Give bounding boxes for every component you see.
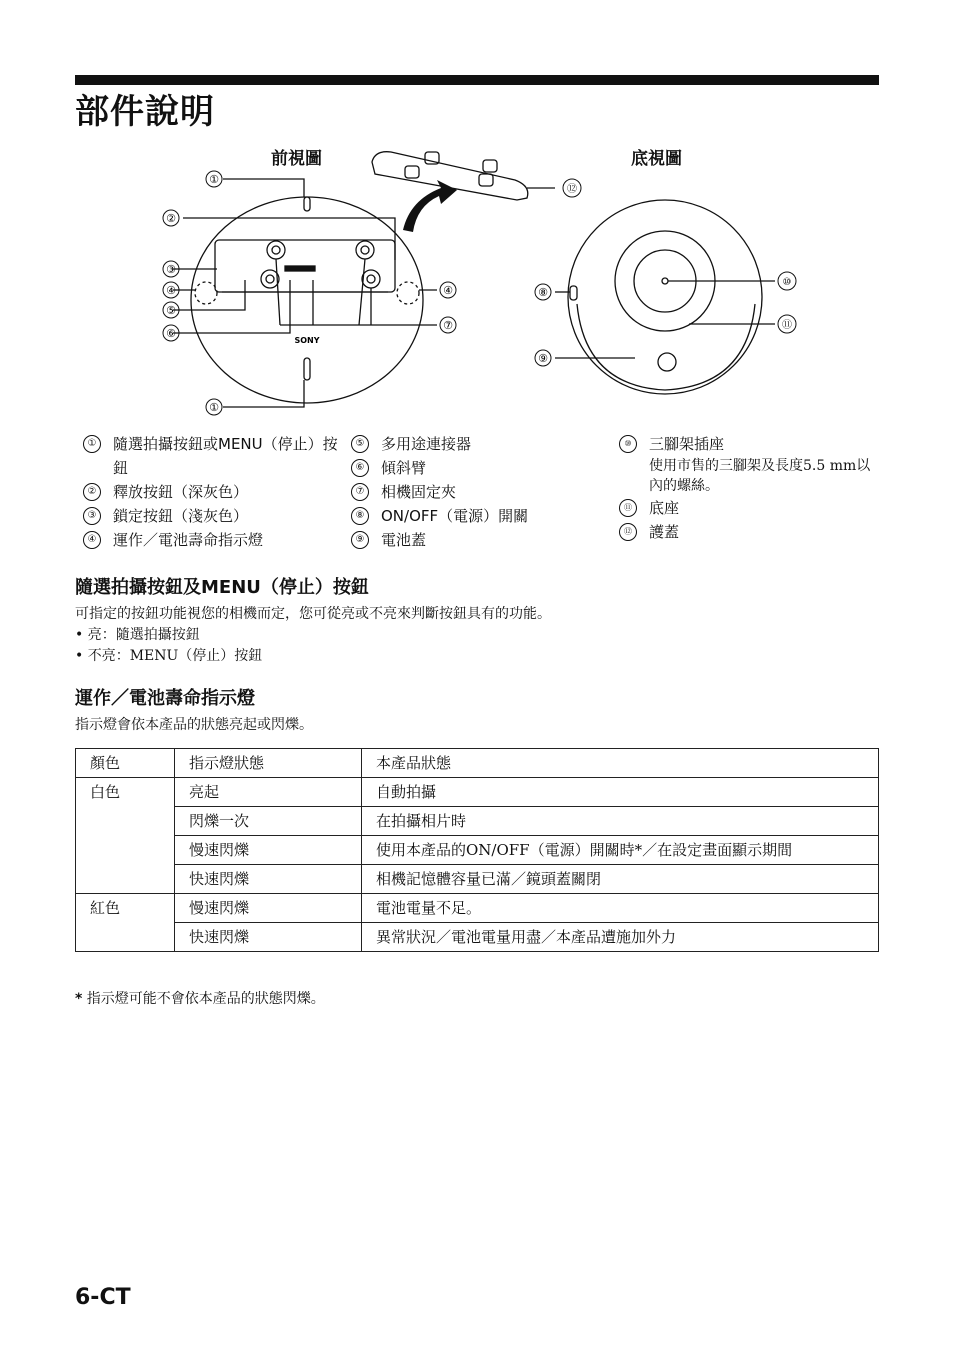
battery-latch — [658, 353, 676, 371]
callout-column-1 — [75, 432, 340, 552]
callout-item: ⑫ 護蓋 — [611, 520, 879, 544]
table-cell: 異常狀況／電池電量用盡／本產品遭施加外力 — [362, 923, 879, 952]
callout-item: ⑤ 多用途連接器 — [343, 432, 608, 456]
table-cell: 亮起 — [175, 778, 362, 807]
callout-item: ⑧ ON/OFF（電源）開關 — [343, 504, 608, 528]
table-cell: 閃爍一次 — [175, 807, 362, 836]
parts-figure — [75, 140, 879, 425]
table-cell: 慢速閃爍 — [175, 836, 362, 865]
callout-item: ③ 鎖定按鈕（淺灰色） — [75, 504, 340, 528]
clip-knob — [356, 241, 374, 259]
section-heading-button: 隨選拍攝按鈕及MENU（停止）按鈕 — [75, 577, 369, 598]
indicator-left — [195, 282, 217, 304]
svg-text:⑨: ⑨ — [538, 352, 548, 365]
callout-item: ⑦ 相機固定夾 — [343, 480, 608, 504]
svg-text:③: ③ — [166, 263, 176, 276]
table-cell: 自動拍攝 — [362, 778, 879, 807]
brand-logo: SONY — [294, 336, 320, 345]
callout-item: ⑪ 底座 — [611, 496, 879, 520]
callout-column-2 — [343, 432, 608, 552]
indicator-table — [75, 748, 879, 952]
table-cell: 快速閃爍 — [175, 923, 362, 952]
svg-text:⑫: ⑫ — [567, 184, 577, 195]
bullet-item: • 亮：隨選拍攝按鈕 — [75, 627, 200, 643]
tripod-note: 使用市售的三腳架及長度5.5 mm以內的螺絲。 — [649, 458, 871, 494]
bottom-button — [304, 358, 310, 380]
table-row — [76, 894, 879, 923]
bullet-item: • 不亮：MENU（停止）按鈕 — [75, 648, 263, 664]
callout-item: ④ 運作／電池壽命指示燈 — [75, 528, 340, 552]
table-row — [76, 807, 879, 836]
svg-text:④: ④ — [166, 284, 176, 297]
section-body: 指示燈會依本產品的狀態亮起或閃爍。 — [75, 717, 313, 733]
callout-item: ⑨ 電池蓋 — [343, 528, 608, 552]
arrow-icon — [403, 180, 457, 232]
callout-item: ⑥ 傾斜臂 — [343, 456, 608, 480]
table-header-row — [76, 749, 879, 778]
table-cell: 電池電量不足。 — [362, 894, 879, 923]
clip-knob — [362, 270, 380, 288]
svg-text:⑪: ⑪ — [782, 320, 792, 331]
svg-text:②: ② — [166, 212, 176, 225]
indicator-right — [397, 282, 419, 304]
footnote: * 指示燈可能不會依本產品的狀態閃爍。 — [75, 991, 325, 1007]
section-heading-indicator: 運作／電池壽命指示燈 — [75, 688, 255, 709]
svg-text:⑧: ⑧ — [538, 286, 548, 299]
callout-item: ⑩ 三腳架插座 使用市售的三腳架及長度5.5 mm以內的螺絲。 — [611, 432, 879, 496]
svg-text:⑦: ⑦ — [443, 319, 453, 332]
table-cell-color: 紅色 — [76, 894, 175, 952]
svg-text:①: ① — [209, 173, 219, 186]
table-header: 顏色 — [76, 749, 175, 778]
front-body — [191, 197, 423, 403]
callout-column-3 — [611, 432, 879, 544]
bottom-view-caption: 底視圖 — [631, 149, 682, 169]
callout-item: ② 釋放按鈕（深灰色） — [75, 480, 340, 504]
table-cell-color: 白色 — [76, 778, 175, 894]
clip-knob — [267, 241, 285, 259]
section-body: 可指定的按鈕功能視您的相機而定，您可從亮或不亮來判斷按鈕具有的功能。 • 亮：隨選拍攝按鈕 • 不亮：MENU（停止）按鈕 — [75, 604, 551, 667]
table-header: 本產品狀態 — [362, 749, 879, 778]
page-title: 部件說明 — [75, 92, 215, 132]
svg-text:④: ④ — [443, 284, 453, 297]
table-header: 指示燈狀態 — [175, 749, 362, 778]
parts-diagram — [75, 140, 879, 425]
svg-text:⑩: ⑩ — [782, 277, 792, 288]
svg-text:⑤: ⑤ — [166, 304, 176, 317]
callout-item: ① 隨選拍攝按鈕或MENU（停止）按鈕 — [75, 432, 340, 480]
table-cell: 使用本產品的ON/OFF（電源）開關時*／在設定畫面顯示期間 — [362, 836, 879, 865]
table-row — [76, 923, 879, 952]
power-switch — [570, 286, 577, 300]
table-row — [76, 778, 879, 807]
table-cell: 慢速閃爍 — [175, 894, 362, 923]
table-cell: 快速閃爍 — [175, 865, 362, 894]
front-view-caption: 前視圖 — [271, 149, 322, 169]
base-body — [568, 200, 762, 394]
svg-text:⑥: ⑥ — [166, 327, 176, 340]
table-row — [76, 865, 879, 894]
svg-text:①: ① — [209, 401, 219, 414]
table-cell: 相機記憶體容量已滿／鏡頭蓋關閉 — [362, 865, 879, 894]
table-cell: 在拍攝相片時 — [362, 807, 879, 836]
top-button — [304, 197, 310, 211]
page-number: 6-CT — [75, 1285, 131, 1310]
table-row — [76, 836, 879, 865]
